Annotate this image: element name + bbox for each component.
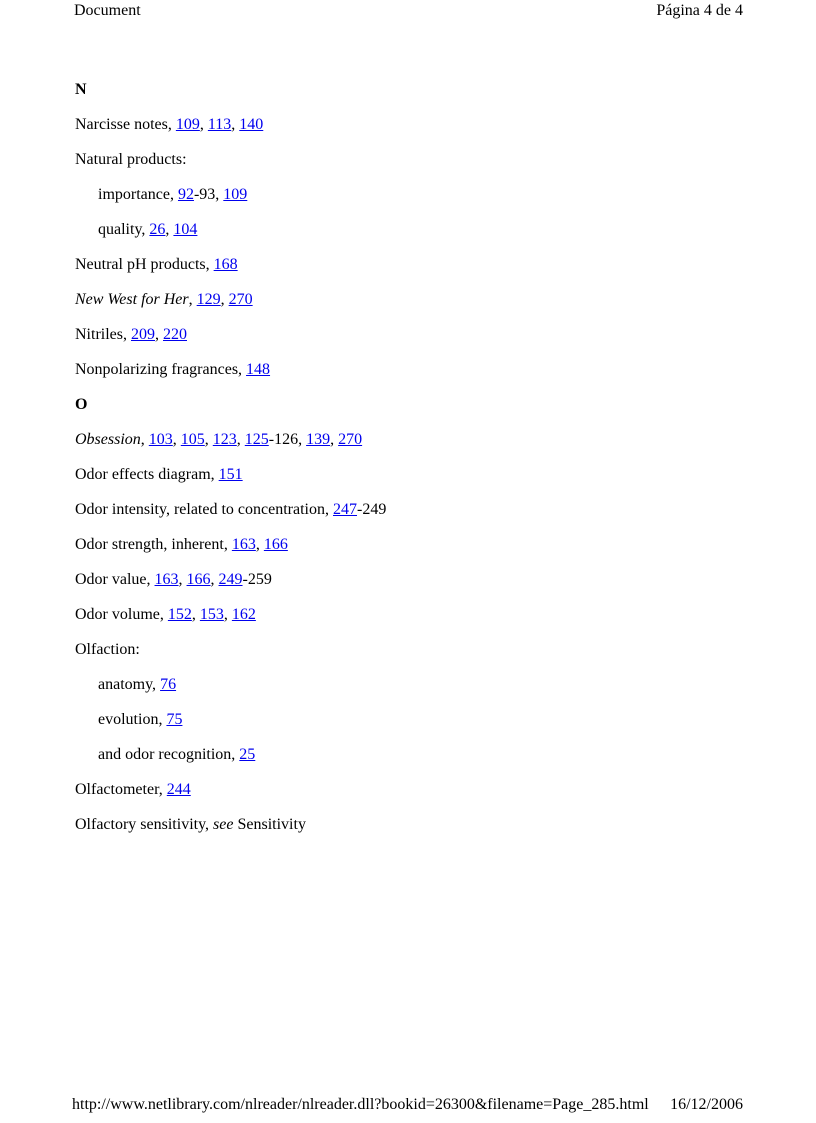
entry-text: Odor value,: [75, 571, 155, 588]
entry-text: importance,: [98, 186, 178, 203]
page-link[interactable]: 162: [231, 606, 256, 623]
italic-term: New West for Her: [75, 291, 189, 308]
entry-text: ,: [330, 431, 339, 448]
index-subentry: [75, 673, 755, 708]
index-subentry: [75, 183, 755, 218]
page-link[interactable]: 270: [338, 431, 363, 448]
page-link[interactable]: 153: [199, 606, 224, 623]
page-link[interactable]: 152: [167, 606, 192, 623]
page-link[interactable]: 123: [212, 431, 237, 448]
index-entry: [75, 813, 755, 848]
index-entry: [75, 603, 755, 638]
page-link[interactable]: 76: [160, 676, 177, 693]
index-entry: [75, 638, 755, 673]
index-entry: [75, 288, 755, 323]
entry-text: Olfaction:: [75, 641, 140, 658]
index-entry: [75, 533, 755, 568]
index-subentry: [75, 218, 755, 253]
page-link[interactable]: 209: [131, 326, 155, 343]
entry-text: ,: [204, 431, 213, 448]
page-link[interactable]: 26: [149, 221, 166, 238]
entry-text: Odor volume,: [75, 606, 168, 623]
section-letter-o: O: [75, 396, 88, 413]
entry-text: ,: [178, 571, 187, 588]
entry-text: ,: [140, 431, 149, 448]
footer-url: http://www.netlibrary.com/nlreader/nlreader.dll?bookid=26300&filename=Page_285.html: [72, 1096, 649, 1113]
entry-text: ,: [199, 116, 208, 133]
page-link[interactable]: 103: [148, 431, 173, 448]
index-entry: [75, 358, 755, 393]
entry-text: ,: [188, 291, 197, 308]
entry-text: ,: [210, 571, 219, 588]
section-letter-n: N: [75, 81, 87, 98]
page-link[interactable]: 220: [163, 326, 187, 343]
entry-text: ,: [165, 221, 174, 238]
page-link[interactable]: 140: [239, 116, 264, 133]
entry-text: -93,: [193, 186, 224, 203]
entry-text: Nonpolarizing fragrances,: [75, 361, 247, 378]
page-link[interactable]: 148: [246, 361, 271, 378]
entry-text: anatomy,: [98, 676, 161, 693]
page-link[interactable]: 105: [180, 431, 205, 448]
index-entry: [75, 253, 755, 288]
entry-text: ,: [191, 606, 200, 623]
page-link[interactable]: 163: [154, 571, 179, 588]
italic-term: Obsession: [75, 431, 141, 448]
entry-text: -259: [242, 571, 272, 588]
entry-text: -126,: [268, 431, 307, 448]
entry-text: Natural products:: [75, 151, 187, 168]
page-link[interactable]: 113: [207, 116, 232, 133]
page-link[interactable]: 109: [223, 186, 248, 203]
index-entry: [75, 428, 755, 463]
page-link[interactable]: 247: [333, 501, 357, 518]
footer-date: 16/12/2006: [670, 1096, 743, 1113]
page-link[interactable]: 151: [218, 466, 243, 483]
page-link[interactable]: 166: [186, 571, 211, 588]
entry-text: Odor strength, inherent,: [75, 536, 232, 553]
entry-text: Olfactory sensitivity,: [75, 816, 214, 833]
entry-text: ,: [220, 291, 229, 308]
italic-term: see: [213, 816, 234, 833]
index-entry: [75, 463, 755, 498]
entry-text: evolution,: [98, 711, 167, 728]
entry-text: Olfactometer,: [75, 781, 167, 798]
index-entry: [75, 568, 755, 603]
entry-text: Narcisse notes,: [75, 116, 176, 133]
entry-text: Odor intensity, related to concentration,: [75, 501, 333, 518]
entry-text: ,: [236, 431, 245, 448]
page-indicator: Página 4 de 4: [656, 2, 743, 19]
page-link[interactable]: 75: [166, 711, 183, 728]
entry-text: -249: [357, 501, 387, 518]
index-list: [75, 78, 755, 848]
page-link[interactable]: 163: [231, 536, 256, 553]
entry-text: quality,: [98, 221, 150, 238]
entry-text: ,: [223, 606, 232, 623]
page-link[interactable]: 104: [173, 221, 198, 238]
index-subentry: [75, 708, 755, 743]
entry-text: Neutral pH products,: [75, 256, 214, 273]
page-link[interactable]: 168: [213, 256, 238, 273]
entry-text: ,: [172, 431, 181, 448]
page-link[interactable]: 139: [306, 431, 331, 448]
page-link[interactable]: 244: [166, 781, 191, 798]
entry-text: Sensitivity: [233, 816, 306, 833]
page-link[interactable]: 166: [263, 536, 288, 553]
page-link[interactable]: 125: [244, 431, 269, 448]
page-link[interactable]: 129: [196, 291, 221, 308]
entry-text: ,: [255, 536, 264, 553]
entry-text: Odor effects diagram,: [75, 466, 219, 483]
entry-text: ,: [155, 326, 163, 343]
index-subentry: [75, 743, 755, 778]
page-link[interactable]: 109: [175, 116, 200, 133]
index-entry: [75, 113, 755, 148]
index-entry: [75, 778, 755, 813]
index-entry: [75, 323, 755, 358]
index-entry: [75, 498, 755, 533]
entry-text: ,: [231, 116, 240, 133]
page-link[interactable]: 92: [177, 186, 194, 203]
entry-text: Nitriles,: [75, 326, 131, 343]
page-link[interactable]: 25: [239, 746, 256, 763]
page-link[interactable]: 270: [228, 291, 253, 308]
index-entry: [75, 148, 755, 183]
document-title: Document: [74, 2, 141, 19]
entry-text: and odor recognition,: [98, 746, 240, 763]
page-link[interactable]: 249: [218, 571, 243, 588]
